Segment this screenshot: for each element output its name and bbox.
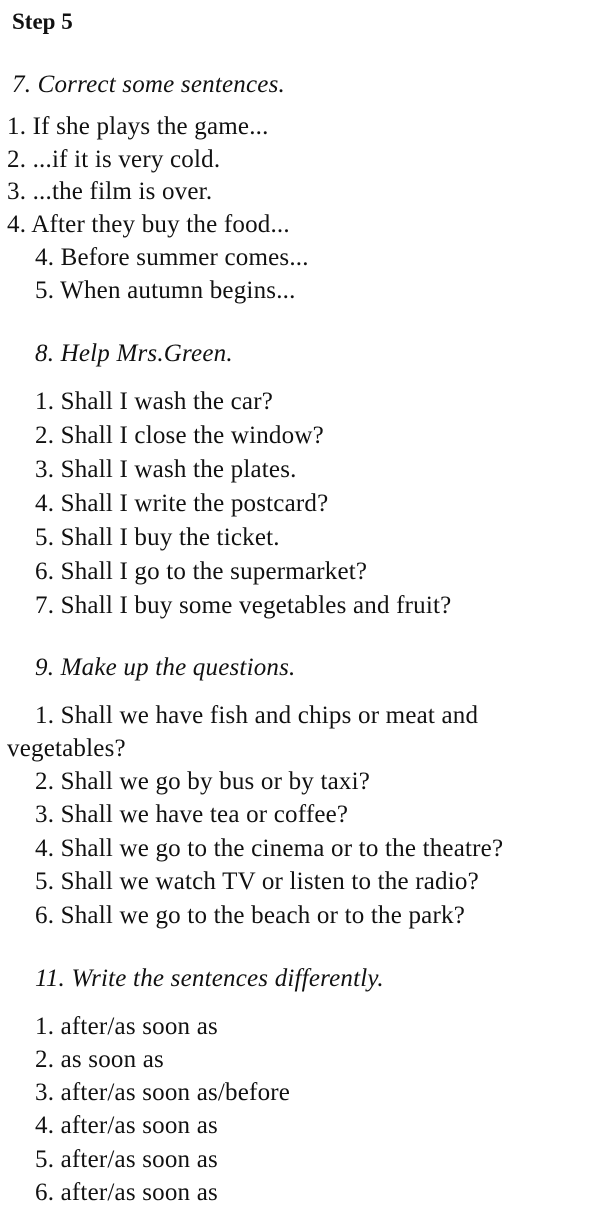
exercise-8-item: 1. Shall I wash the car?	[35, 388, 274, 415]
exercise-7-item: 1. If she plays the game...	[7, 113, 269, 140]
exercise-8-item: 4. Shall I write the postcard?	[35, 490, 329, 517]
exercise-7-item: 2. ...if it is very cold.	[7, 146, 221, 173]
exercise-7-item: 4. Before summer comes...	[35, 244, 309, 271]
exercise-9-item: 5. Shall we watch TV or listen to the radio?	[35, 868, 479, 895]
exercise-11-item: 6. after/as soon as	[35, 1179, 218, 1206]
exercise-9-item: 4. Shall we go to the cinema or to the theatre?	[35, 835, 504, 862]
exercise-9-item-continuation: vegetables?	[7, 735, 126, 762]
exercise-9-item: 2. Shall we go by bus or by taxi?	[35, 768, 371, 795]
exercise-9-item: 6. Shall we go to the beach or to the park?	[35, 902, 465, 929]
exercise-11-item: 2. as soon as	[35, 1046, 164, 1073]
exercise-11-item: 4. after/as soon as	[35, 1112, 218, 1139]
exercise-9-heading: 9. Make up the questions.	[35, 654, 296, 681]
exercise-7-item: 4. After they buy the food...	[7, 211, 290, 238]
step-title: Step 5	[12, 9, 73, 34]
exercise-11-item: 1. after/as soon as	[35, 1013, 218, 1040]
exercise-11-item: 3. after/as soon as/before	[35, 1079, 291, 1106]
exercise-9-item: 1. Shall we have fish and chips or meat and	[35, 702, 479, 729]
exercise-7-item: 3. ...the film is over.	[7, 178, 213, 205]
exercise-9-item: 3. Shall we have tea or coffee?	[35, 801, 349, 828]
exercise-8-item: 7. Shall I buy some vegetables and fruit?	[35, 592, 452, 619]
exercise-8-heading: 8. Help Mrs.Green.	[35, 340, 233, 367]
exercise-11-item: 5. after/as soon as	[35, 1146, 218, 1173]
exercise-8-item: 5. Shall I buy the ticket.	[35, 524, 280, 551]
exercise-7-heading: 7. Correct some sentences.	[12, 71, 285, 98]
exercise-8-item: 3. Shall I wash the plates.	[35, 456, 297, 483]
exercise-8-item: 6. Shall I go to the supermarket?	[35, 558, 368, 585]
exercise-7-item: 5. When autumn begins...	[35, 277, 296, 304]
exercise-11-heading: 11. Write the sentences differently.	[35, 965, 384, 992]
exercise-8-item: 2. Shall I close the window?	[35, 422, 324, 449]
